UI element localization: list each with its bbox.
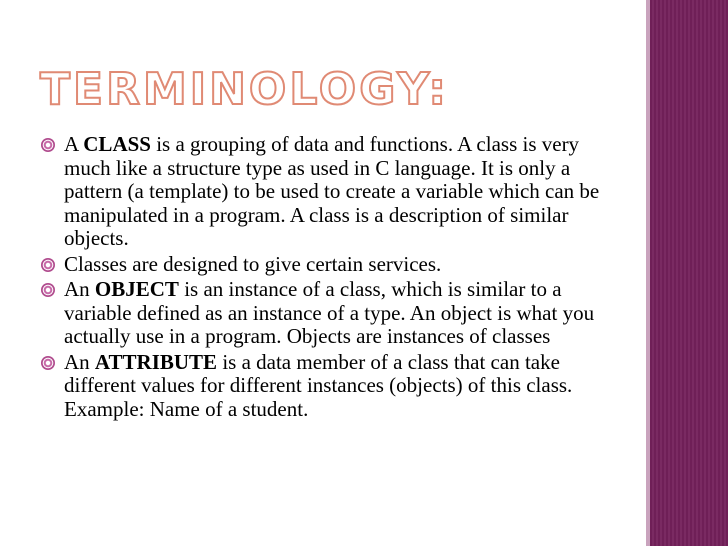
term-attribute: ATTRIBUTE	[94, 349, 218, 374]
bullet-text-post: is a data member of a class that can take different values for different instances (objects) of this class. Example: Name of a student.	[64, 349, 573, 421]
bullet-text-pre: An	[64, 349, 95, 374]
bullet-list	[40, 133, 620, 423]
bullet-item-class	[40, 133, 620, 251]
bullet-text-post: is an instance of a class, which is similar to a variable defined as an instance of a type. An object is what you actually use in a program. Objects are instances of classes	[64, 277, 595, 348]
bullet-item-attribute	[40, 351, 620, 422]
decorative-sidebar	[650, 0, 728, 546]
bullet-item-classes-services	[40, 253, 620, 277]
term-class: CLASS	[83, 132, 151, 156]
slide-title: TERMINOLOGY:	[40, 64, 449, 115]
bullet-circle-icon	[41, 283, 55, 297]
bullet-text-pre: An	[64, 277, 95, 301]
bullet-circle-icon	[41, 138, 55, 152]
bullet-circle-icon	[41, 258, 55, 272]
bullet-item-object	[40, 278, 620, 349]
bullet-text-post: is a grouping of data and functions. A class is very much like a structure type as used in C language. It is only a pattern (a template) to be used to create a variable which can be manipulated in a program. A class is a description of similar objects.	[64, 132, 600, 250]
term-object: OBJECT	[94, 277, 179, 301]
bullet-text-pre: A	[64, 132, 84, 156]
bullet-text-pre: Classes are designed to give certain services.	[64, 251, 442, 276]
bullet-circle-icon	[41, 356, 55, 370]
